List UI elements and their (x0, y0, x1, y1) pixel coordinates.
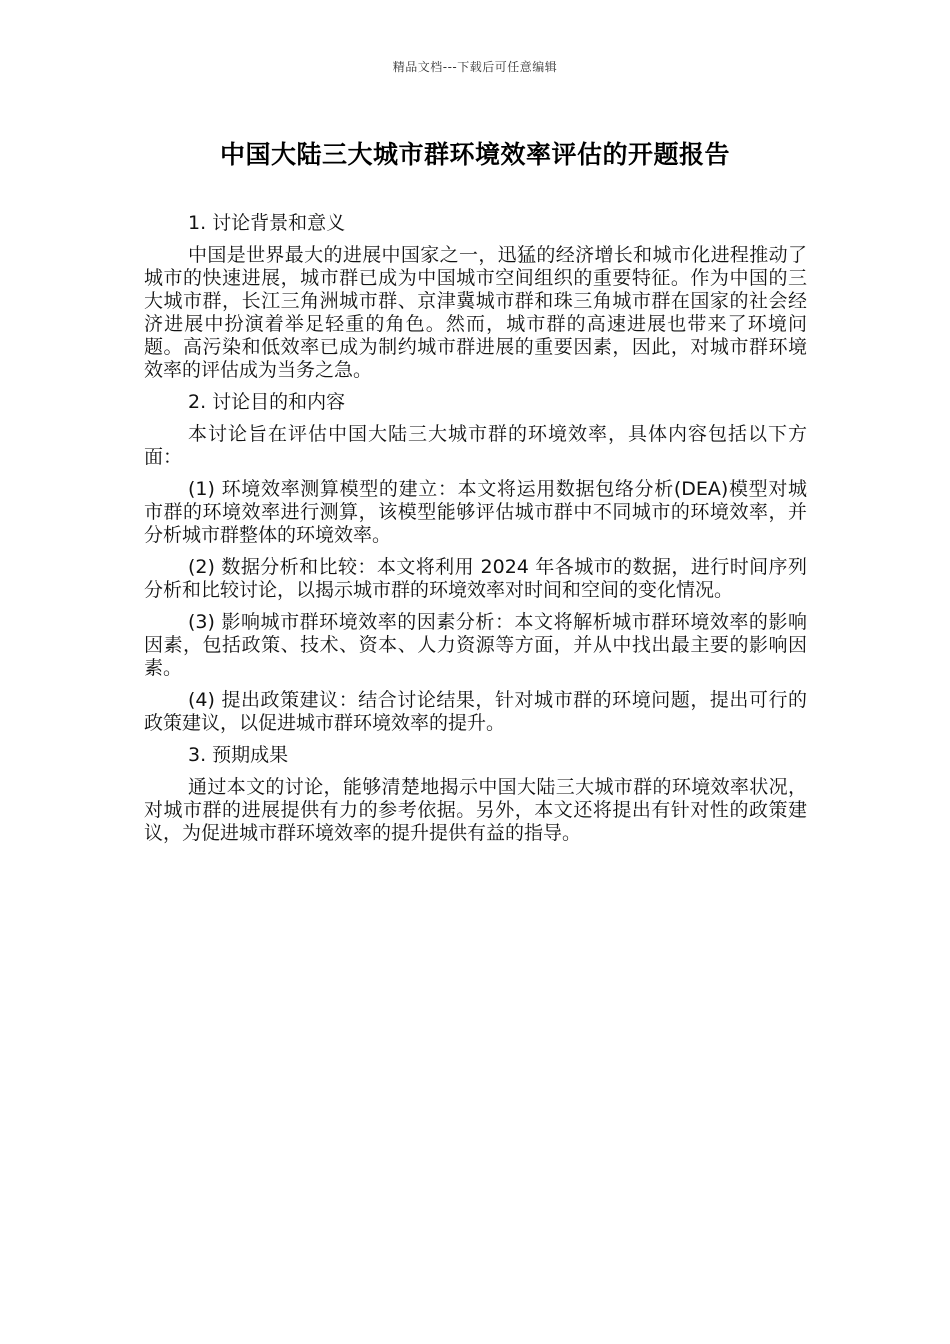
document-body (144, 212, 807, 854)
paragraph-objectives-intro: 本讨论旨在评估中国大陆三大城市群的环境效率，具体内容包括以下方面： (144, 423, 807, 468)
section-heading-objectives: 2. 讨论目的和内容 (188, 391, 346, 413)
section-heading-outcomes: 3. 预期成果 (188, 744, 289, 766)
paragraph-item-1: (1) 环境效率测算模型的建立：本文将运用数据包络分析(DEA)模型对城市群的环境效率进行测算，该模型能够评估城市群中不同城市的环境效率，并分析城市群整体的环境效率。 (144, 478, 807, 546)
header-note: 精品文档---下载后可任意编辑 (392, 60, 558, 74)
paragraph-outcomes: 通过本文的讨论，能够清楚地揭示中国大陆三大城市群的环境效率状况，对城市群的进展提供有力的参考依据。另外，本文还将提出有针对性的政策建议，为促进城市群环境效率的提升提供有益的指导。 (144, 776, 807, 844)
document-title: 中国大陆三大城市群环境效率评估的开题报告 (219, 140, 730, 169)
paragraph-item-4: (4) 提出政策建议：结合讨论结果，针对城市群的环境问题，提出可行的政策建议，以促进城市群环境效率的提升。 (144, 689, 807, 734)
section-heading-background: 1. 讨论背景和意义 (188, 212, 346, 234)
paragraph-item-3: (3) 影响城市群环境效率的因素分析：本文将解析城市群环境效率的影响因素，包括政策、技术、资本、人力资源等方面，并从中找出最主要的影响因素。 (144, 611, 807, 679)
paragraph-background: 中国是世界最大的进展中国家之一，迅猛的经济增长和城市化进程推动了城市的快速进展，城市群已成为中国城市空间组织的重要特征。作为中国的三大城市群，长江三角洲城市群、京津冀城市群和珠三角城市群在国家的社会经济进展中扮演着举足轻重的角色。然而，城市群的高速进展也带来了环境问题。高污染和低效率已成为制约城市群进展的重要因素，因此，对城市群环境效率的评估成为当务之急。 (144, 244, 807, 381)
paragraph-item-2: (2) 数据分析和比较：本文将利用 2024 年各城市的数据，进行时间序列分析和比较讨论，以揭示城市群的环境效率对时间和空间的变化情况。 (144, 556, 807, 601)
